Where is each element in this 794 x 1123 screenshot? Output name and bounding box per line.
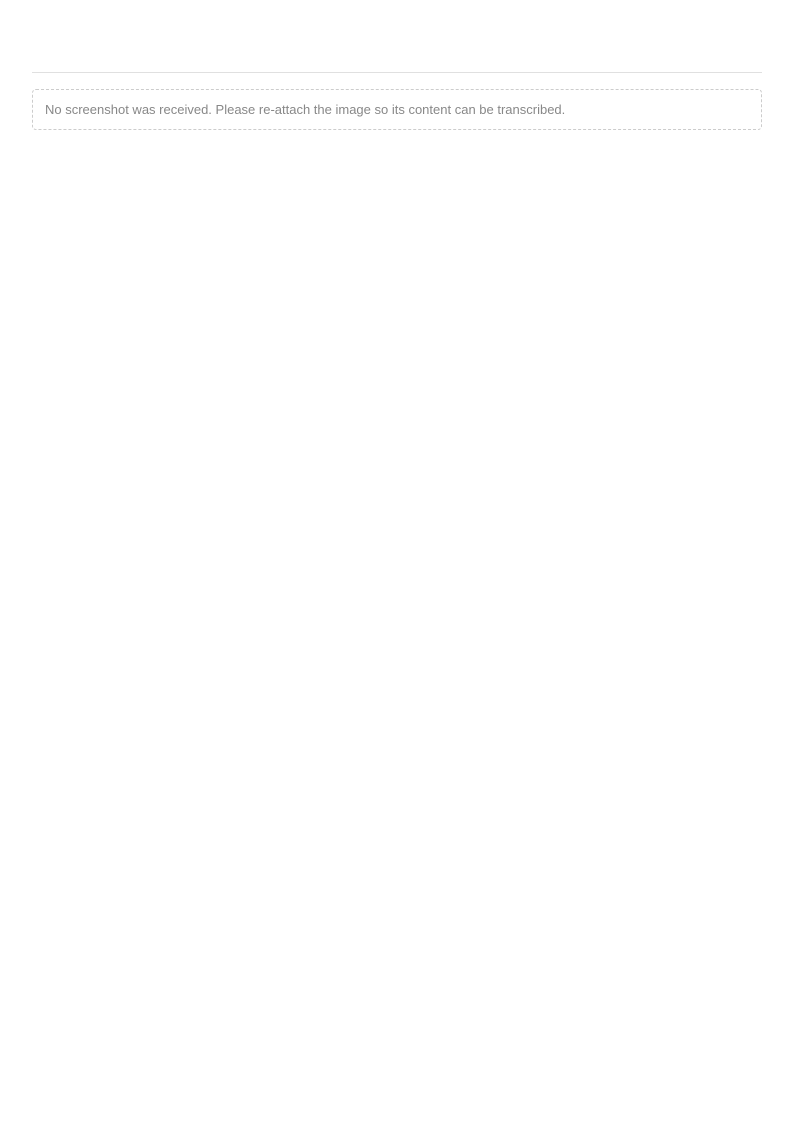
content-line — [32, 146, 762, 167]
content-line — [32, 204, 762, 225]
content-area — [32, 146, 762, 1099]
header — [32, 24, 762, 73]
content-line — [32, 262, 762, 283]
content-line — [32, 175, 762, 196]
content-line — [32, 233, 762, 254]
missing-image-notice: No screenshot was received. Please re-attach the image so its content can be transcribed. — [32, 89, 762, 130]
